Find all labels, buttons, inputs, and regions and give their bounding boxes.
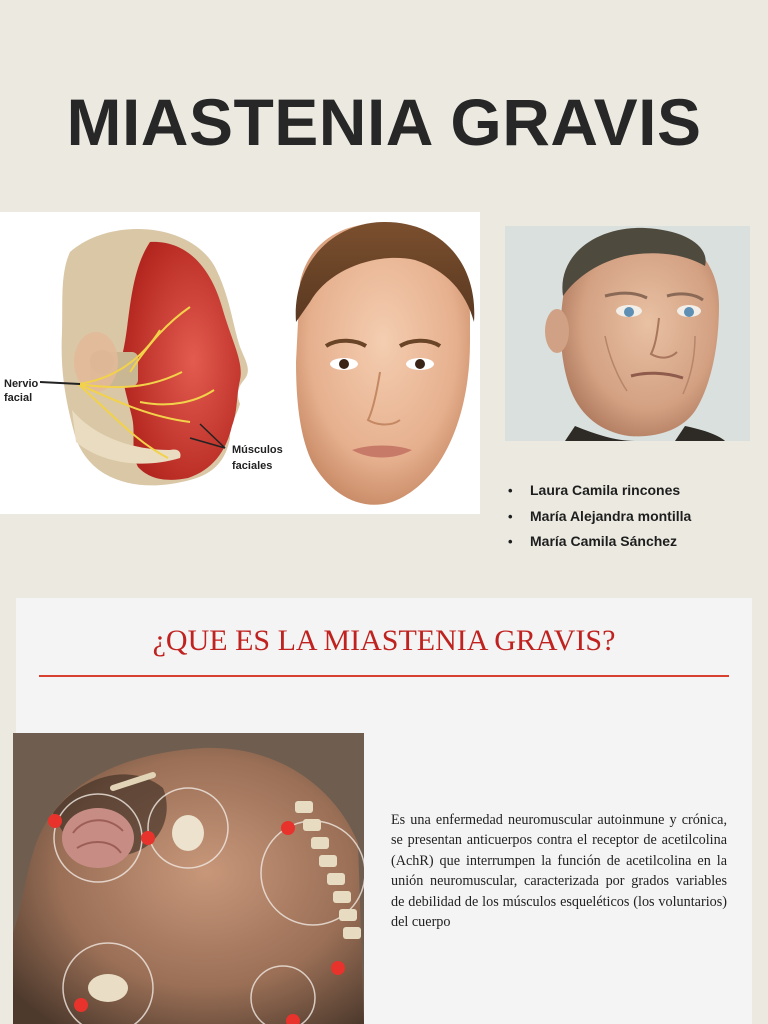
list-item xyxy=(508,480,691,506)
patient-photo xyxy=(505,226,750,441)
author-name: María Camila Sánchez xyxy=(530,533,678,549)
bullet-icon: • xyxy=(508,483,513,498)
author-name: María Alejandra montilla xyxy=(530,507,692,524)
nerve-label: Nervio facial xyxy=(4,378,39,404)
body-pain-illustration xyxy=(13,733,364,1024)
section-title: ¿QUE ES LA MIASTENIA GRAVIS? xyxy=(152,624,616,657)
bullet-icon: • xyxy=(508,508,513,524)
muscles-label: Músculos faciales xyxy=(232,444,283,472)
page-title: MIASTENIA GRAVIS xyxy=(66,85,702,159)
list-item xyxy=(508,531,691,557)
title-divider xyxy=(39,675,729,677)
author-list xyxy=(508,480,691,557)
bullet-icon: • xyxy=(508,534,513,549)
definition-text: Es una enfermedad neuromuscular autoinmune y crónica, se presentan anticuerpos contra el receptor de acetilcolina (AchR) que interrumpen la función de acetilcolina en la unión neuromuscular, caracterizada por grados variables de debilidad de los músculos esqueléticos (los voluntarios) del cuerpo xyxy=(391,812,727,931)
body-drawing xyxy=(13,733,364,1024)
author-name: Laura Camila rincones xyxy=(530,482,681,498)
facial-anatomy-illustration xyxy=(0,212,480,514)
patient-face-drawing xyxy=(505,226,750,441)
list-item xyxy=(508,506,691,532)
